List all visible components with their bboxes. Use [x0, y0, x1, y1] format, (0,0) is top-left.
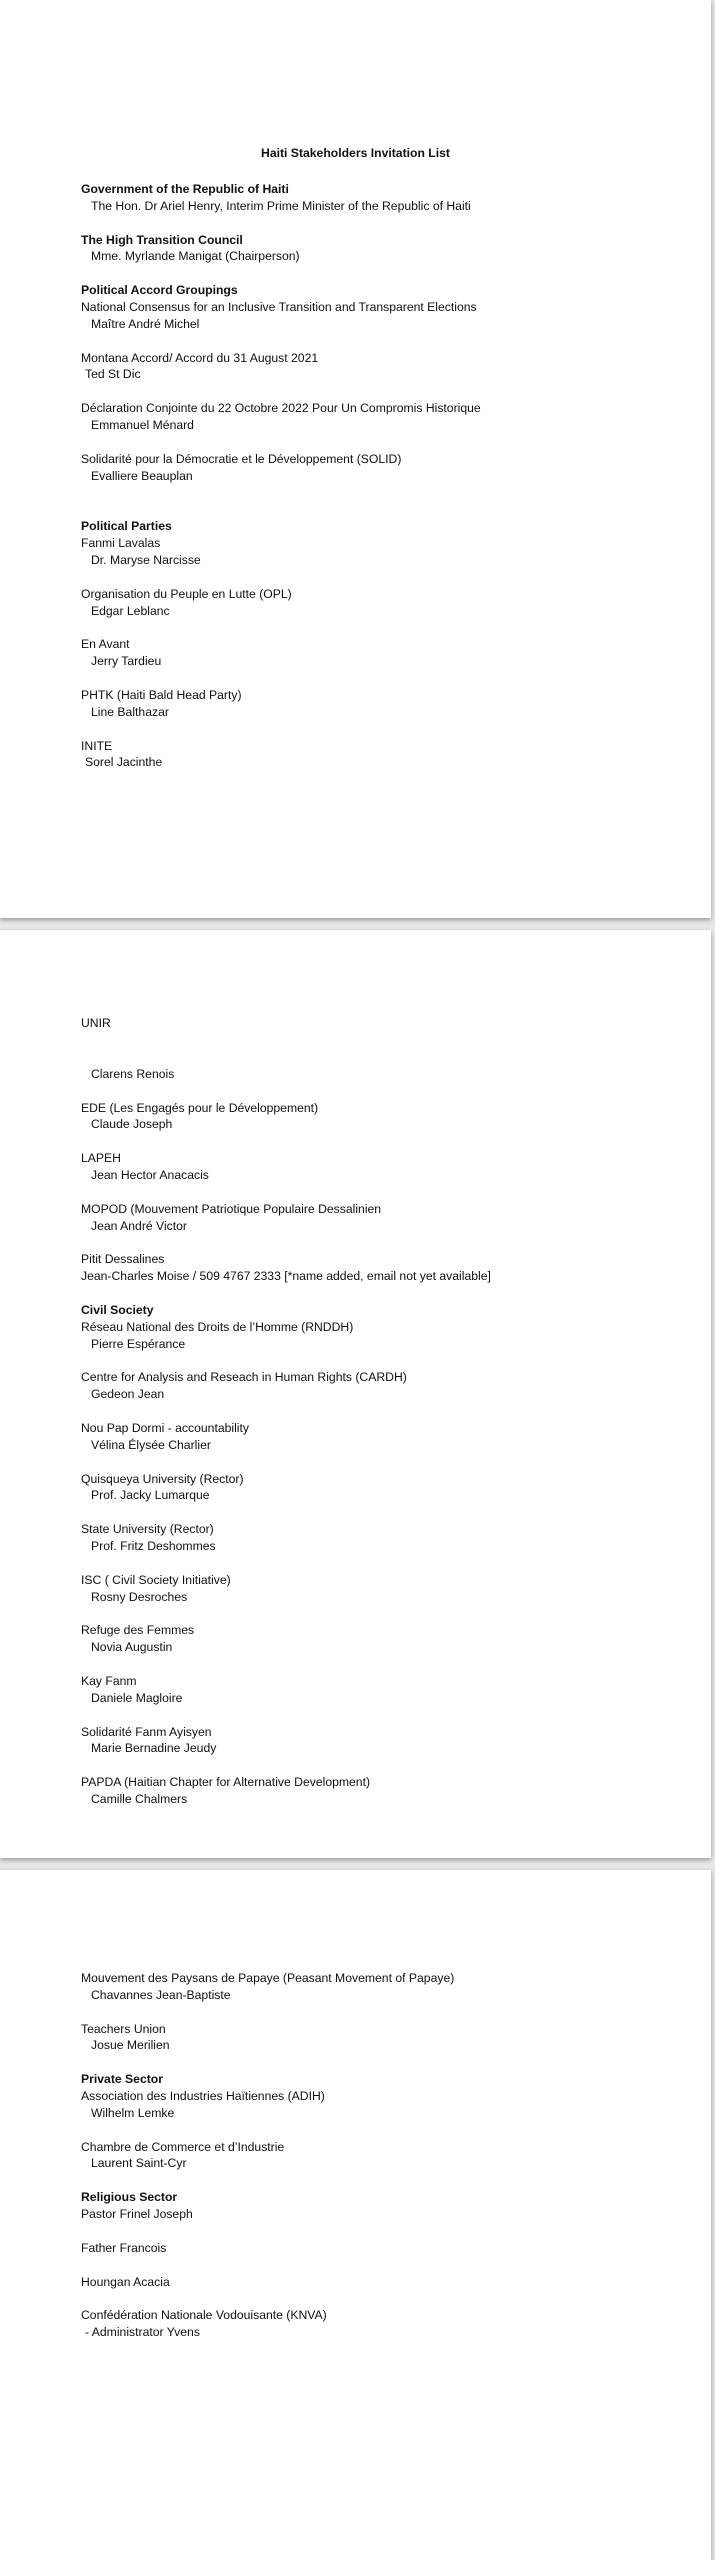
section-government: [81, 181, 671, 215]
organization-name: Solidarité Fanm Ayisyen: [81, 1724, 212, 1739]
organization-name: Réseau National des Droits de l’Homme (RNDDH): [81, 1319, 354, 1334]
entry-inite: [81, 738, 671, 772]
entry-pitit-dessalines: [81, 1251, 671, 1285]
entry-kay-fanm: [81, 1673, 671, 1707]
invitee-name: Chavannes Jean-Baptiste: [91, 1987, 231, 2002]
invitee-name: Josue Merilien: [91, 2038, 170, 2053]
entry-declaration-conjointe: [81, 400, 671, 434]
organization-name: PHTK (Haiti Bald Head Party): [81, 687, 242, 702]
invitee-name: Line Balthazar: [91, 704, 169, 719]
invitee-name: Clarens Renois: [91, 1066, 175, 1081]
invitee-name: - Administrator Yvens: [85, 2325, 200, 2340]
entry-solidarite-fanm-ayisyen: [81, 1724, 671, 1758]
invitee-name: Father Francois: [81, 2240, 167, 2255]
section-religious-sector: [81, 2189, 671, 2223]
invitee-name: Wilhelm Lemke: [91, 2105, 175, 2120]
invitee-name: Prof. Jacky Lumarque: [91, 1488, 210, 1503]
invitee-name: Maître André Michel: [91, 316, 200, 331]
heading-private-sector: Private Sector: [81, 2072, 163, 2087]
organization-name: Déclaration Conjointe du 22 Octobre 2022 Pour Un Compromis Historique: [81, 401, 481, 416]
entry-refuge-des-femmes: [81, 1622, 671, 1656]
organization-name: Montana Accord/ Accord du 31 August 2021: [81, 350, 319, 365]
section-political-accord-groupings: [81, 282, 671, 332]
organization-name: UNIR: [81, 1016, 111, 1030]
organization-name: Refuge des Femmes: [81, 1623, 195, 1638]
page-2-content: [81, 1015, 671, 1825]
invitee-name: Jean-Charles Moise / 509 4767 2333 [*name added, email not yet available]: [81, 1269, 491, 1284]
invitee-name: Daniele Magloire: [91, 1690, 183, 1705]
entry-teachers-union: [81, 2021, 671, 2055]
organization-name: Kay Fanm: [81, 1673, 137, 1688]
organization-name: Nou Pap Dormi - accountability: [81, 1420, 249, 1435]
entry-state-university: [81, 1521, 671, 1555]
document-page-3: [0, 1870, 711, 2560]
section-civil-society: [81, 1302, 671, 1352]
invitee-name: Pierre Espérance: [91, 1336, 186, 1351]
entry-nou-pap-dormi: [81, 1420, 671, 1454]
organization-name: Association des Industries Haïtiennes (ADIH): [81, 2088, 325, 2103]
organization-name: EDE (Les Engagés pour le Développement): [81, 1100, 319, 1115]
entry-unir: [81, 1015, 671, 1083]
entry-knva: [81, 2307, 671, 2341]
entry-cardh: [81, 1369, 671, 1403]
organization-name: Chambre de Commerce et d’Industrie: [81, 2139, 285, 2154]
invitee-name: Dr. Maryse Narcisse: [91, 552, 201, 567]
organization-name: Confédération Nationale Vodouisante (KNVA): [81, 2308, 327, 2323]
heading-political-accord-groupings: Political Accord Groupings: [81, 283, 238, 298]
page-3-content: [81, 1970, 671, 2358]
invitee-name: Marie Bernadine Jeudy: [91, 1741, 217, 1756]
entry-mopod: [81, 1201, 671, 1235]
invitee-name: Rosny Desroches: [91, 1589, 188, 1604]
invitee-name: Laurent Saint-Cyr: [91, 2156, 187, 2171]
organization-name: Pitit Dessalines: [81, 1252, 165, 1267]
document-title: Haiti Stakeholders Invitation List: [261, 146, 450, 160]
invitee-name: Vélina Élysée Charlier: [91, 1437, 211, 1452]
invitee-name: Pastor Frinel Joseph: [81, 2206, 193, 2221]
organization-name: Mouvement des Paysans de Papaye (Peasant Movement of Papaye): [81, 1971, 455, 1985]
organization-name: ISC ( Civil Society Initiative): [81, 1572, 231, 1587]
invitee-name: Jerry Tardieu: [91, 654, 162, 669]
entry-chambre-de-commerce: [81, 2139, 671, 2173]
entry-papda: [81, 1774, 671, 1808]
organization-name: PAPDA (Haitian Chapter for Alternative Development): [81, 1775, 371, 1790]
section-political-parties: [81, 518, 671, 568]
organization-name: INITE: [81, 738, 113, 753]
entry-mpp: [81, 1970, 671, 2004]
entry-father-francois: [81, 2240, 671, 2257]
heading-religious-sector: Religious Sector: [81, 2190, 178, 2205]
invitee-name: Gedeon Jean: [91, 1387, 165, 1402]
heading-high-transition-council: The High Transition Council: [81, 232, 243, 247]
page-1-content: [81, 181, 671, 788]
entry-en-avant: [81, 636, 671, 670]
heading-civil-society: Civil Society: [81, 1302, 154, 1317]
heading-political-parties: Political Parties: [81, 519, 172, 534]
invitee-name: Jean Hector Anacacis: [91, 1167, 209, 1182]
organization-name: Organisation du Peuple en Lutte (OPL): [81, 586, 292, 601]
invitee-name: Ted St Dic: [85, 367, 141, 382]
organization-name: Teachers Union: [81, 2021, 166, 2036]
organization-name: LAPEH: [81, 1151, 121, 1166]
organization-name: MOPOD (Mouvement Patriotique Populaire Dessalinien: [81, 1201, 382, 1216]
invitee-name: Novia Augustin: [91, 1640, 173, 1655]
organization-name: Quisqueya University (Rector): [81, 1471, 244, 1486]
invitee-name: Sorel Jacinthe: [85, 755, 163, 770]
entry-quisqueya-university: [81, 1471, 671, 1505]
heading-government: Government of the Republic of Haiti: [81, 182, 289, 196]
entry-montana-accord: [81, 350, 671, 384]
organization-name: National Consensus for an Inclusive Transition and Transparent Elections: [81, 299, 477, 314]
entry-lapeh: [81, 1150, 671, 1184]
section-high-transition-council: [81, 232, 671, 266]
organization-name: Solidarité pour la Démocratie et le Développement (SOLID): [81, 451, 402, 466]
invitee-name: Edgar Leblanc: [91, 603, 170, 618]
invitee-name: The Hon. Dr Ariel Henry, Interim Prime Minister of the Republic of Haiti: [91, 198, 471, 213]
entry-opl: [81, 586, 671, 620]
document-page-1: [0, 0, 711, 918]
entry-ede: [81, 1100, 671, 1134]
invitee-name: Jean André Victor: [91, 1218, 187, 1233]
invitee-name: Evalliere Beauplan: [91, 468, 193, 483]
invitee-name: Claude Joseph: [91, 1117, 173, 1132]
organization-name: Centre for Analysis and Reseach in Human Rights (CARDH): [81, 1370, 407, 1385]
invitee-name: Emmanuel Ménard: [91, 417, 194, 432]
organization-name: En Avant: [81, 637, 130, 652]
entry-houngan-acacia: [81, 2274, 671, 2291]
entry-phtk: [81, 687, 671, 721]
organization-name: State University (Rector): [81, 1522, 214, 1537]
invitee-name: Prof. Fritz Deshommes: [91, 1538, 216, 1553]
entry-solid: [81, 451, 671, 485]
invitee-name: Camille Chalmers: [91, 1791, 188, 1806]
organization-name: Fanmi Lavalas: [81, 536, 161, 551]
document-page-2: [0, 930, 711, 1858]
section-private-sector: [81, 2071, 671, 2121]
entry-isc: [81, 1572, 671, 1606]
invitee-name: Mme. Myrlande Manigat (Chairperson): [91, 249, 300, 264]
invitee-name: Houngan Acacia: [81, 2274, 170, 2289]
